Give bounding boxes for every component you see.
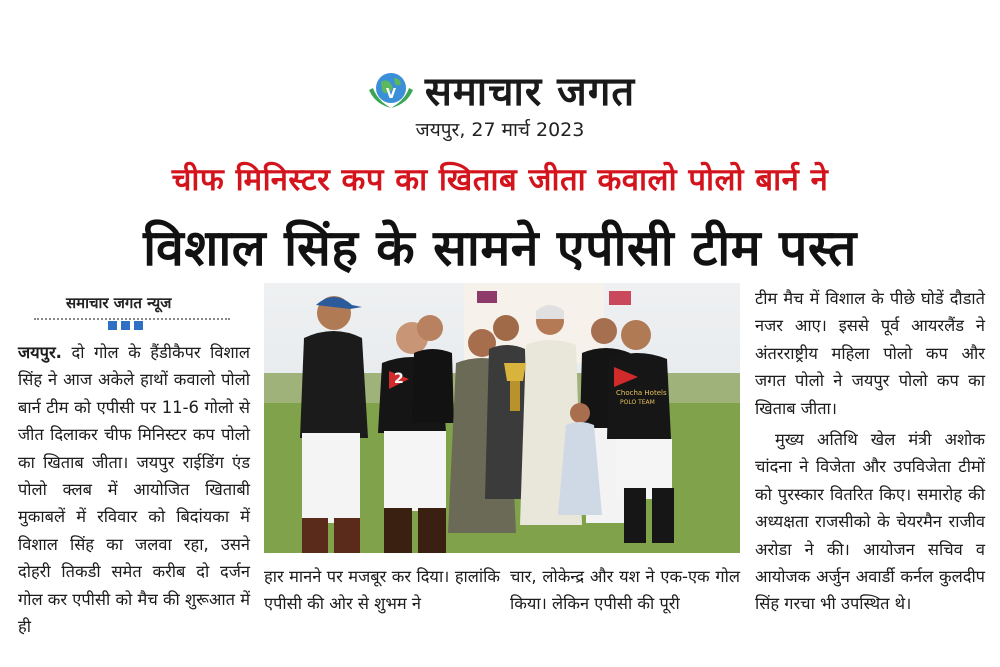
- jersey-number: 2: [394, 371, 404, 387]
- byline-divider: [34, 318, 230, 320]
- article-dateline: जयपुर.: [18, 343, 62, 362]
- article-paragraph: टीम मैच में विशाल के पीछे घोडें दौडाते नजर आए। इससे पूर्व आयरलैंड ने अंतरराष्ट्रीय महिला पोलो कप और जगत पोलो ने जयपुर पोलो कप का खिताब जीता।: [755, 289, 985, 418]
- svg-text:V: V: [385, 86, 396, 102]
- news-photo: [264, 283, 740, 553]
- masthead: [0, 62, 1000, 115]
- article-column-1: [18, 339, 250, 640]
- kicker-headline: चीफ मिनिस्टर कप का खिताब जीता कवालो पोलो बार्न ने: [171, 162, 829, 198]
- byline-ornament: [108, 321, 143, 330]
- jersey-text: Chocha Hotels: [616, 389, 667, 397]
- article-column-2: हार मानने पर मजबूर कर दिया। हालांकि एपीसी की ओर से शुभम ने: [264, 567, 500, 614]
- trophy-ceremony-photo: [264, 283, 740, 553]
- jersey-team-text: POLO TEAM: [620, 399, 655, 406]
- dateline: जयपुर, 27 मार्च 2023: [415, 119, 585, 141]
- article-text-col1: दो गोल के हैंडीकैपर विशाल सिंह ने आज अकेले हाथों कवालो पोलो बार्न टीम को एपीसी पर 11-6 गोलो से जीत दिलाकर चीफ मिनिस्टर कप पोलो का खिताब जीता। जयपुर राईडिंग एंड पोलो क्लब में आयोजित खिताबी मुकाबलें में रविवार को बिदांयका में विशाल सिंह का जलवा रहा, उसने दोहरी तिकडी समेत करीब दो दर्जन गोल कर एपीसी को मैच की शुरूआत में ही: [18, 343, 250, 637]
- byline: समाचार जगत न्यूज: [66, 294, 172, 312]
- masthead-title: समाचार जगत: [424, 69, 636, 115]
- article-paragraph: मुख्य अतिथि खेल मंत्री अशोक चांदना ने विजेता और उपविजेता टीमों को पुरस्कार वितरित किए। समारोह की अध्यक्षता राजसीको के चेयरमैन राजीव अरोडा ने की। आयोजन सचिव व आयोजक अर्जुन अवार्डी कर्नल कुलदीप सिंह गरचा भी उपस्थित थे।: [755, 430, 985, 614]
- main-headline: विशाल सिंह के सामने एपीसी टीम पस्त: [143, 219, 857, 277]
- article-column-3: चार, लोकेन्द्र और यश ने एक-एक गोल किया। लेकिन एपीसी की पूरी: [510, 567, 740, 614]
- globe-hands-logo-icon: [365, 68, 417, 112]
- article-column-4: [755, 285, 985, 618]
